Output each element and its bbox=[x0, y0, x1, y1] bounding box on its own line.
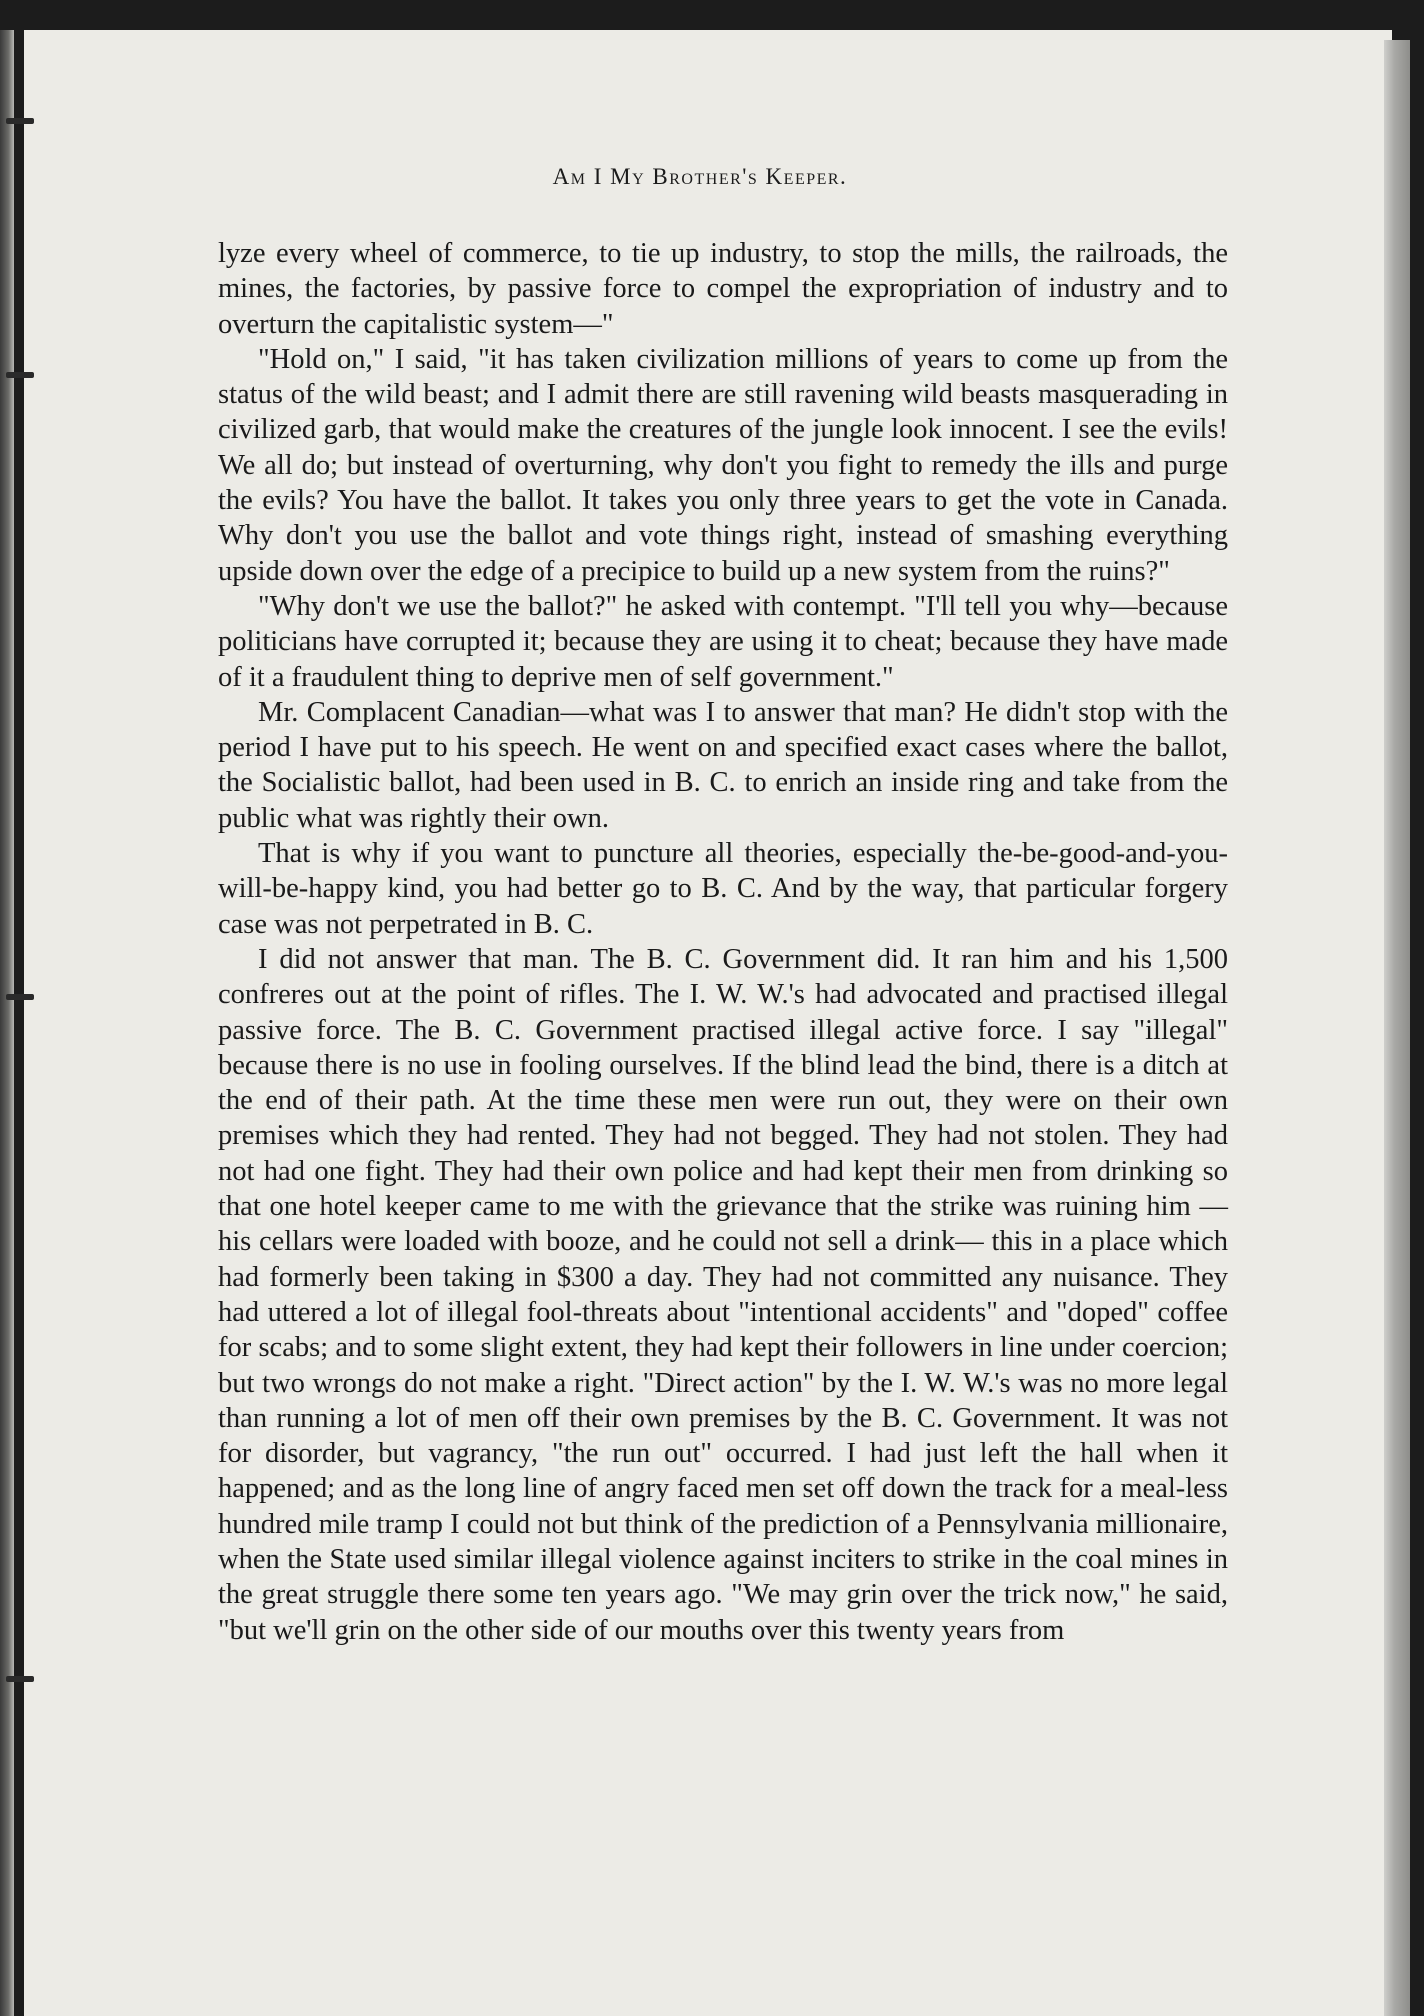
book-binding bbox=[0, 30, 14, 2016]
binding-stitch bbox=[6, 1676, 34, 1682]
paragraph: That is why if you want to puncture all theories, especially the-be-good-and-you-will-be-happy kind, you had better go to B. C. And by the way, that particular forgery case was not perpetrated in B. C. bbox=[218, 838, 1228, 940]
binding-stitch bbox=[6, 118, 34, 124]
paragraph: I did not answer that man. The B. C. Government did. It ran him and his 1,500 confreres out at the point of rifles. The I. W. W.'s had advocated and practised illegal passive force. The B. C. Government practised illegal active force. I say "illegal" because there is no use in fooling ourselves. If the blind lead the bind, there is a ditch at the end of their path. At the time these men were run out, they were on their own premises which they had rented. They had not begged. They had not stolen. They had not had one fight. They had their own police and had kept their men from drinking so that one hotel keeper came to me with the grievance that the strike was ruining him —his cellars were loaded with booze, and he could not sell a drink— this in a place which had formerly been taking in $300 a day. They had not committed any nuisance. They had uttered a lot of illegal fool-threats about "intentional accidents" and "doped" coffee for scabs; and to some slight extent, they had kept their followers in line under coercion; but two wrongs do not make a right. "Direct action" by the I. W. W.'s was no more legal than running a lot of men off their own premises by the B. C. Government. It was not for disorder, but vagrancy, "the run out" occurred. I had just left the hall when it happened; and as the long line of angry faced men set off down the track for a meal-less hundred mile tramp I could not but think of the prediction of a Pennsylvania millionaire, when the State used similar illegal violence against inciters to strike in the coal mines in the great struggle there some ten years ago. "We may grin over the trick now," he said, "but we'll grin on the other side of our mouths over this twenty years from bbox=[218, 943, 1228, 1646]
paragraph: lyze every wheel of commerce, to tie up industry, to stop the mills, the railroads, the mines, the factories, by passive force to compel the expropriation of industry and to overturn the capitalistic system—" bbox=[218, 238, 1228, 340]
binding-stitch bbox=[6, 372, 34, 378]
page-body bbox=[218, 236, 1228, 1648]
page-edge bbox=[1384, 40, 1410, 2016]
running-head: Am I My Brother's Keeper. bbox=[552, 164, 848, 189]
paragraph: "Why don't we use the ballot?" he asked with contempt. "I'll tell you why—because politicians have corrupted it; because they are using it to cheat; because they have made of it a fraudulent thing to deprive men of self government." bbox=[218, 590, 1228, 693]
binding-stitch bbox=[6, 994, 34, 1000]
paragraph: Mr. Complacent Canadian—what was I to answer that man? He didn't stop with the period I have put to his speech. He went on and specified exact cases where the ballot, the Socialistic ballot, had been used in B. C. to enrich an inside ring and take from the public what was rightly their own. bbox=[218, 696, 1228, 834]
paragraph: "Hold on," I said, "it has taken civilization millions of years to come up from the status of the wild beast; and I admit there are still ravening wild beasts masquerading in civilized garb, that would make the creatures of the jungle look innocent. I see the evils! We all do; but instead of overturning, why don't you fight to remedy the ills and purge the evils? You have the ballot. It takes you only three years to get the vote in Canada. Why don't you use the ballot and vote things right, instead of smashing everything upside down over the edge of a precipice to build up a new system from the ruins?" bbox=[218, 343, 1228, 587]
